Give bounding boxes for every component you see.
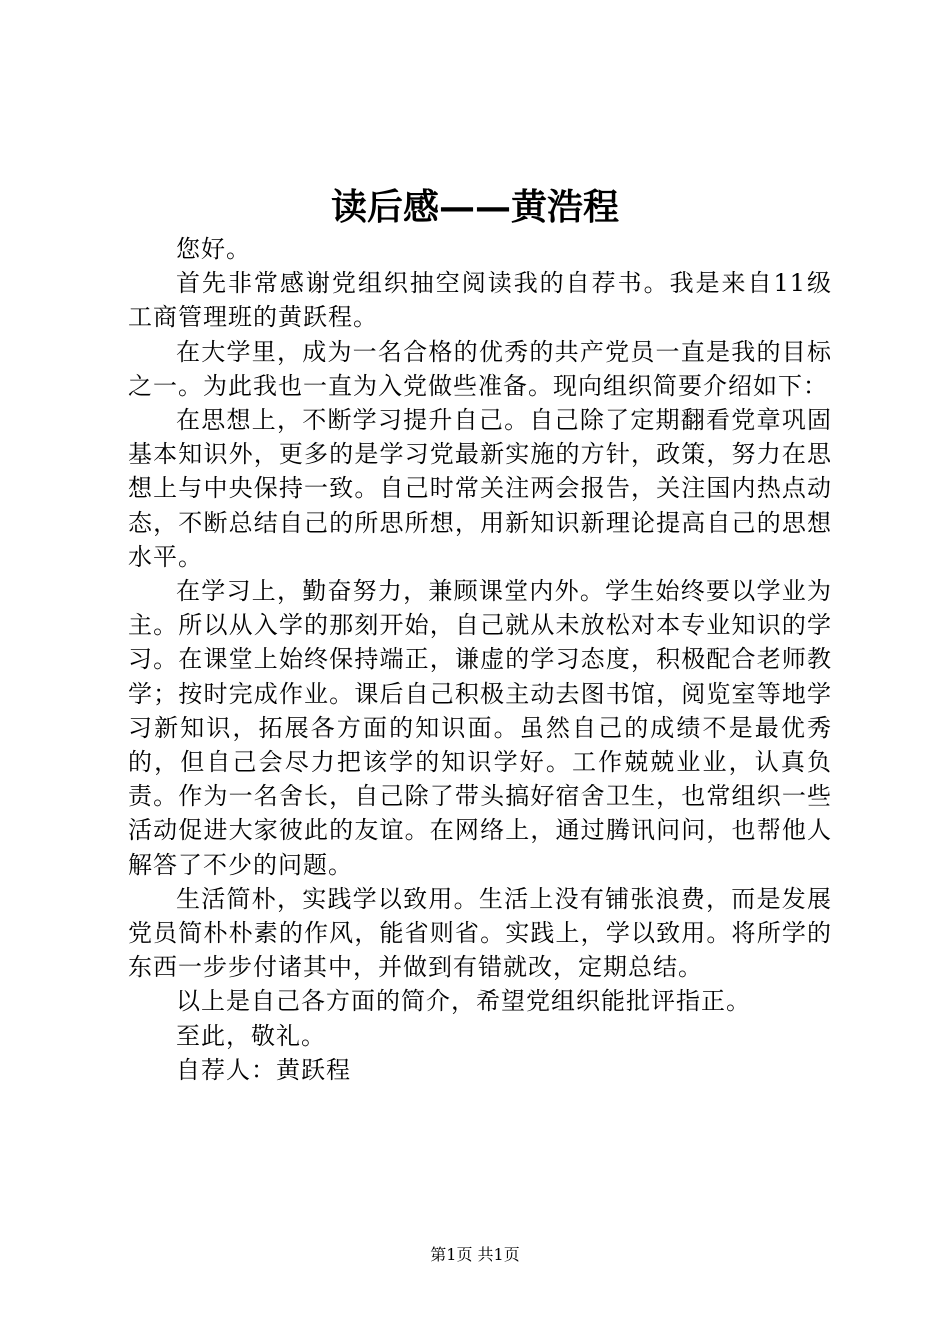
paragraph-study: 在学习上，勤奋努力，兼顾课堂内外。学生始终要以学业为主。所以从入学的那刻开始，自己就从未放松对本专业知识的学习。在课堂上始终保持端正，谦虚的学习态度，积极配合老师教学；按时完成作业。课后自己积极主动去图书馆，阅览室等地学习新知识，拓展各方面的知识面。虽然自己的成绩不是最优秀的，但自己会尽力把该学的知识学好。工作兢兢业业，认真负责。作为一名舍长，自己除了带头搞好宿舍卫生，也常组织一些活动促进大家彼此的友谊。在网络上，通过腾讯问问，也帮他人解答了不少的问题。 [128,577,832,879]
paragraph-life: 生活简朴，实践学以致用。生活上没有铺张浪费，而是发展党员简朴朴素的作风，能省则省。实践上，学以致用。将所学的东西一步步付诸其中，并做到有错就改，定期总结。 [128,884,832,982]
paragraph-goal: 在大学里，成为一名合格的优秀的共产党员一直是我的目标之一。为此我也一直为入党做些准备。现向组织简要介绍如下： [128,337,832,400]
paragraph-introduction: 首先非常感谢党组织抽空阅读我的自荐书。我是来自11级工商管理班的黄跃程。 [128,269,832,332]
document-body [128,232,832,1087]
page-footer: 第1页 共1页 [430,1245,520,1264]
document-title: 读后感——黄浩程 [330,186,619,228]
paragraph-greeting: 您好。 [176,235,251,263]
paragraph-summary: 以上是自己各方面的简介，希望党组织能批评指正。 [176,987,751,1016]
paragraph-signature: 自荐人：黄跃程 [176,1055,351,1084]
paragraph-closing: 至此，敬礼。 [176,1021,326,1050]
paragraph-thought: 在思想上，不断学习提升自己。自己除了定期翻看党章巩固基本知识外，更多的是学习党最新实施的方针，政策，努力在思想上与中央保持一致。自己时常关注两会报告，关注国内热点动态，不断总结自己的所思所想，用新知识新理论提高自己的思想水平。 [128,406,832,571]
